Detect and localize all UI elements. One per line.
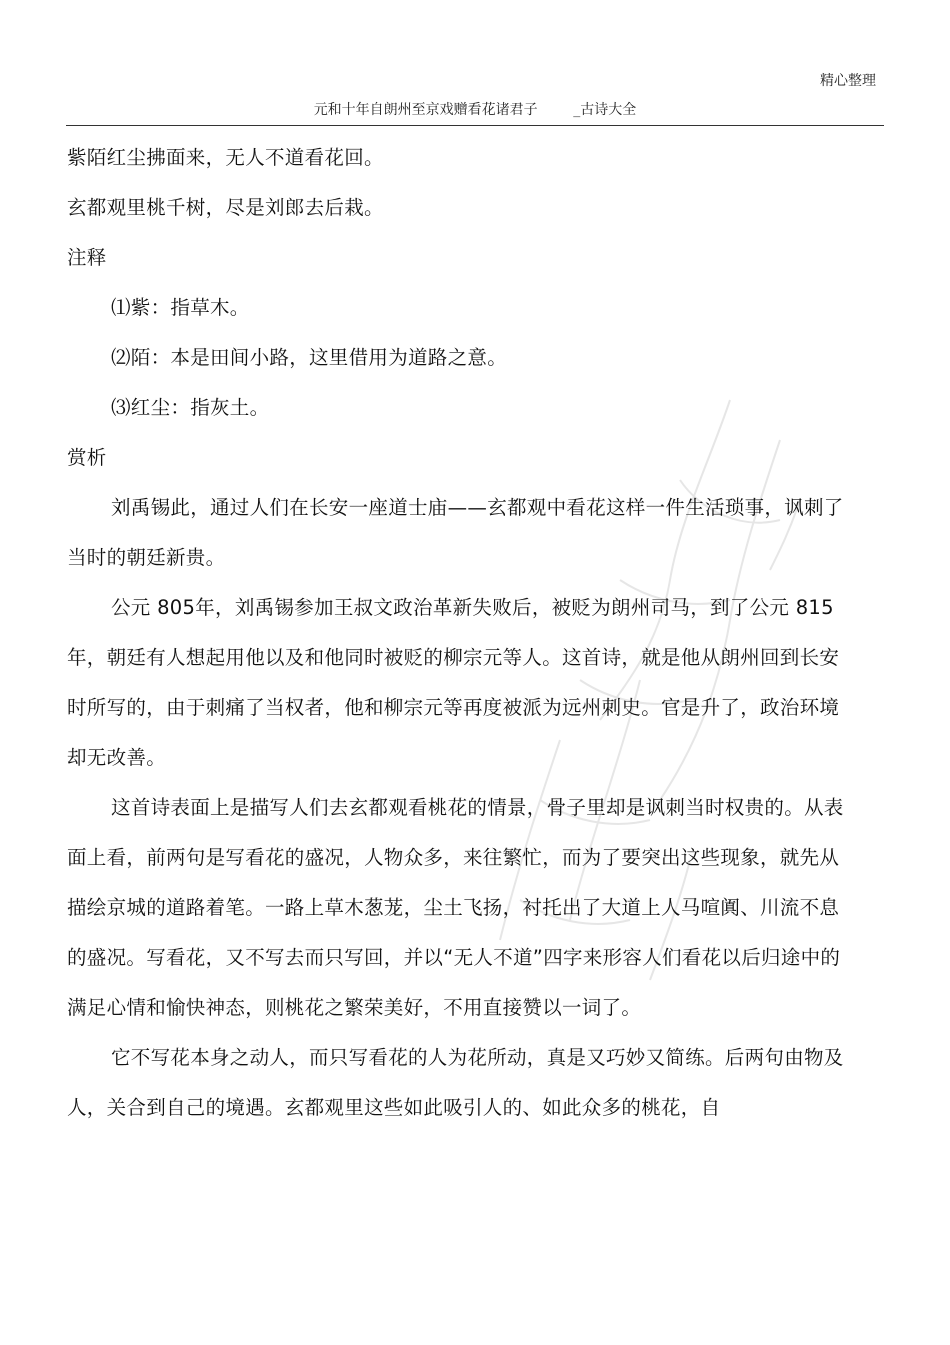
analysis-paragraph-3: 这首诗表面上是描写人们去玄都观看桃花的情景，骨子里却是讽刺当时权贵的。从表面上看，前两句是写看花的盛况，人物众多，来往繁忙，而为了要突出这些现象，就先从描绘京城的道路着笔。一路上草木葱茏，尘土飞扬，衬托出了大道上人马喧阗、川流不息的盛况。写看花，又不写去而只写回，并以“无人不道”四字来形容人们看花以后归途中的满足心情和愉快神态，则桃花之繁荣美好，不用直接赞以一词了。 bbox=[67, 796, 844, 1019]
note-item-2: ⑵陌：本是田间小路，这里借用为道路之意。 bbox=[111, 346, 508, 369]
header-tag: 精心整理 bbox=[820, 73, 876, 89]
analysis-paragraph-2: 公元 805年，刘禹锡参加王叔文政治革新失败后，被贬为朗州司马，到了公元 815年，朝廷有人想起用他以及和他同时被贬的柳宗元等人。这首诗，就是他从朗州回到长安时所写的，由于刺痛了当权者，他和柳宗元等再度被派为远州刺史。官是升了，政治环境却无改善。 bbox=[67, 596, 840, 769]
poem-line-1: 紫陌红尘拂面来，无人不道看花回。 bbox=[67, 146, 384, 169]
analysis-paragraph-1: 刘禹锡此，通过人们在长安一座道士庙——玄都观中看花这样一件生活琐事，讽刺了当时的朝廷新贵。 bbox=[67, 496, 844, 569]
page-header-title: 元和十年自朗州至京戏赠看花诸君子 _古诗大全 bbox=[313, 102, 637, 118]
note-item-1: ⑴紫：指草木。 bbox=[111, 296, 250, 319]
note-item-3: ⑶红尘：指灰土。 bbox=[111, 396, 270, 419]
notes-heading: 注释 bbox=[67, 246, 107, 269]
analysis-paragraph-4: 它不写花本身之动人，而只写看花的人为花所动，真是又巧妙又简练。后两句由物及人，关合到自己的境遇。玄都观里这些如此吸引人的、如此众多的桃花，自 bbox=[67, 1046, 844, 1119]
document-body bbox=[67, 133, 847, 1133]
header-divider bbox=[66, 125, 884, 126]
analysis-heading: 赏析 bbox=[67, 446, 107, 469]
poem-line-2: 玄都观里桃千树，尽是刘郎去后栽。 bbox=[67, 196, 384, 219]
